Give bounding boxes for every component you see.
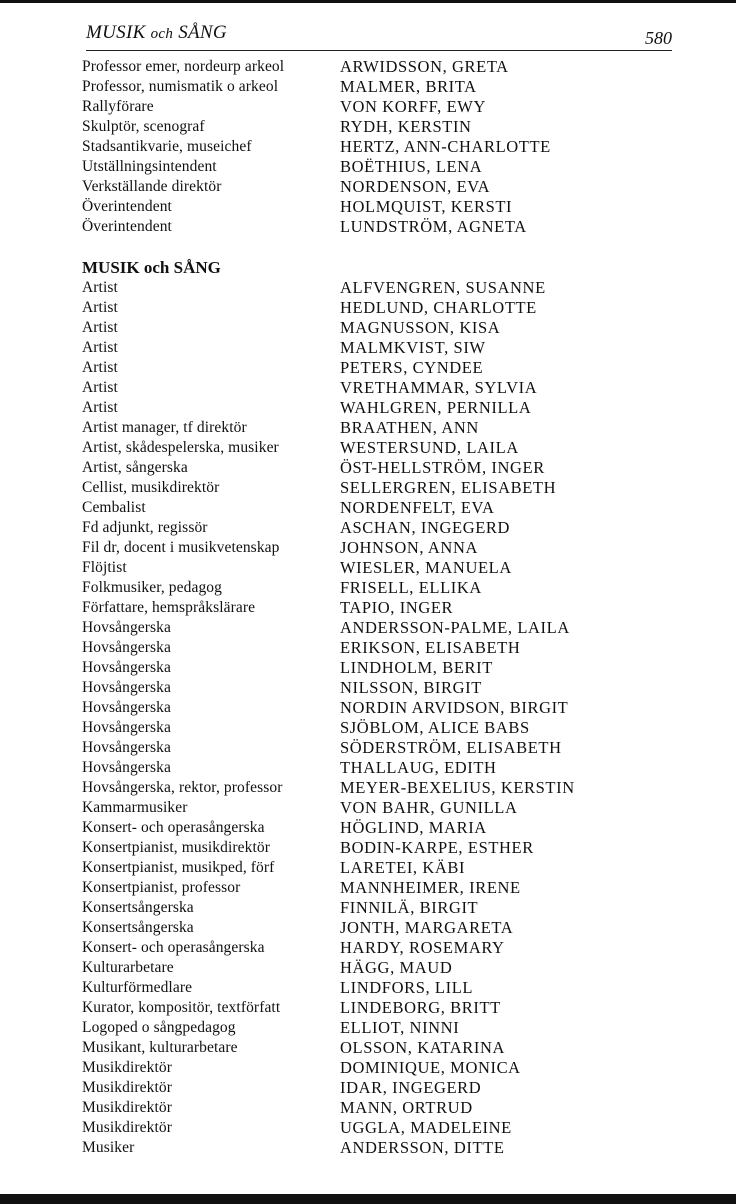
occupation: Hovsångerska [82, 739, 172, 756]
list-item [0, 798, 736, 818]
list-item [0, 197, 736, 217]
occupation: Kulturarbetare [82, 959, 174, 976]
list-item [0, 478, 736, 498]
running-head-part: SÅNG [173, 22, 227, 43]
person-name: LINDEBORG, BRITT [340, 998, 501, 1017]
occupation: Hovsångerska, rektor, professor [82, 779, 283, 796]
top-rule [0, 0, 736, 3]
occupation: Överintendent [82, 218, 172, 235]
list-item [0, 618, 736, 638]
occupation: Rallyförare [82, 98, 154, 115]
page-header [86, 22, 672, 51]
person-name: ARWIDSSON, GRETA [340, 57, 509, 76]
list-item [0, 137, 736, 157]
list-item [0, 538, 736, 558]
person-name: LUNDSTRÖM, AGNETA [340, 217, 527, 236]
person-name: HOLMQUIST, KERSTI [340, 197, 513, 216]
occupation: Konsertpianist, musikped, förf [82, 859, 275, 876]
person-name: VON KORFF, EWY [340, 97, 486, 116]
occupation: Professor, numismatik o arkeol [82, 78, 279, 95]
occupation: Artist [82, 359, 118, 376]
person-name: MALMKVIST, SIW [340, 338, 486, 357]
list-item [0, 938, 736, 958]
occupation: Kurator, kompositör, textförfatt [82, 999, 281, 1016]
person-name: HEDLUND, CHARLOTTE [340, 298, 537, 317]
person-name: SELLERGREN, ELISABETH [340, 478, 557, 497]
person-name: MANNHEIMER, IRENE [340, 878, 521, 897]
occupation: Musikdirektör [82, 1099, 172, 1116]
person-name: HÖGLIND, MARIA [340, 818, 487, 837]
occupation: Musikdirektör [82, 1079, 172, 1096]
person-name: HÄGG, MAUD [340, 958, 453, 977]
section-heading-text: MUSIK och SÅNG [82, 258, 221, 277]
list-item [0, 638, 736, 658]
person-name: WIESLER, MANUELA [340, 558, 512, 577]
list-item [0, 97, 736, 117]
person-name: JOHNSON, ANNA [340, 538, 478, 557]
person-name: ALFVENGREN, SUSANNE [340, 278, 546, 297]
person-name: ELLIOT, NINNI [340, 1018, 460, 1037]
list-item [0, 578, 736, 598]
list-item [0, 498, 736, 518]
occupation: Musikant, kulturarbetare [82, 1039, 238, 1056]
occupation: Artist [82, 399, 118, 416]
list-item [0, 898, 736, 918]
list-item [0, 338, 736, 358]
list-item [0, 458, 736, 478]
occupation: Musikdirektör [82, 1059, 172, 1076]
list-item [0, 698, 736, 718]
person-name: NORDIN ARVIDSON, BIRGIT [340, 698, 569, 717]
occupation: Verkställande direktör [82, 178, 222, 195]
person-name: TAPIO, INGER [340, 598, 454, 617]
list-item [0, 918, 736, 938]
person-name: WAHLGREN, PERNILLA [340, 398, 532, 417]
occupation: Konsertpianist, professor [82, 879, 241, 896]
list-item [0, 1078, 736, 1098]
section-entries [0, 278, 736, 1158]
occupation: Flöjtist [82, 559, 127, 576]
person-name: IDAR, INGEGERD [340, 1078, 482, 1097]
person-name: NILSSON, BIRGIT [340, 678, 482, 697]
list-item [0, 818, 736, 838]
occupation: Utställningsintendent [82, 158, 217, 175]
list-item [0, 1098, 736, 1118]
running-head-part: MUSIK [86, 22, 151, 43]
list-item [0, 177, 736, 197]
running-head-part: och [150, 26, 174, 42]
person-name: MANN, ORTRUD [340, 1098, 473, 1117]
list-item [0, 718, 736, 738]
section-heading [0, 258, 736, 278]
list-item [0, 678, 736, 698]
occupation: Cembalist [82, 499, 146, 516]
person-name: OLSSON, KATARINA [340, 1038, 506, 1057]
list-item [0, 758, 736, 778]
list-item [0, 57, 736, 77]
person-name: FINNILÄ, BIRGIT [340, 898, 479, 917]
occupation: Kammarmusiker [82, 799, 188, 816]
person-name: NORDENSON, EVA [340, 177, 491, 196]
person-name: VRETHAMMAR, SYLVIA [340, 378, 538, 397]
list-item [0, 318, 736, 338]
list-item [0, 1038, 736, 1058]
person-name: PETERS, CYNDEE [340, 358, 484, 377]
occupation: Artist [82, 319, 118, 336]
bottom-edge-bar [0, 1194, 736, 1204]
occupation: Hovsångerska [82, 719, 172, 736]
person-name: RYDH, KERSTIN [340, 117, 472, 136]
person-name: LINDFORS, LILL [340, 978, 474, 997]
occupation: Artist, sångerska [82, 459, 188, 476]
list-item [0, 217, 736, 237]
occupation: Författare, hemspråkslärare [82, 599, 256, 616]
section-gap [0, 237, 736, 258]
list-item [0, 598, 736, 618]
list-item [0, 157, 736, 177]
person-name: MALMER, BRITA [340, 77, 477, 96]
occupation: Hovsångerska [82, 679, 172, 696]
list-item [0, 117, 736, 137]
person-name: ASCHAN, INGEGERD [340, 518, 511, 537]
occupation: Skulptör, scenograf [82, 118, 205, 135]
occupation: Konsertsångerska [82, 899, 194, 916]
page-number: 580 [645, 28, 672, 48]
occupation: Överintendent [82, 198, 172, 215]
person-name: SJÖBLOM, ALICE BABS [340, 718, 530, 737]
person-name: BODIN-KARPE, ESTHER [340, 838, 534, 857]
occupation: Konsert- och operasångerska [82, 939, 265, 956]
person-name: ÖST-HELLSTRÖM, INGER [340, 458, 545, 477]
occupation: Hovsångerska [82, 659, 172, 676]
list-item [0, 878, 736, 898]
list-item [0, 858, 736, 878]
occupation: Musikdirektör [82, 1119, 172, 1136]
list-item [0, 1018, 736, 1038]
occupation: Stadsantikvarie, museichef [82, 138, 252, 155]
person-name: BOËTHIUS, LENA [340, 157, 483, 176]
occupation: Artist, skådespelerska, musiker [82, 439, 279, 456]
list-item [0, 398, 736, 418]
list-item [0, 77, 736, 97]
occupation: Artist [82, 379, 118, 396]
list-item [0, 978, 736, 998]
list-item [0, 418, 736, 438]
occupation: Artist [82, 279, 118, 296]
running-head [86, 22, 227, 44]
occupation: Konsert- och operasångerska [82, 819, 265, 836]
occupation: Cellist, musikdirektör [82, 479, 220, 496]
person-name: UGGLA, MADELEINE [340, 1118, 512, 1137]
list-item [0, 838, 736, 858]
occupation: Hovsångerska [82, 619, 172, 636]
list-item [0, 1138, 736, 1158]
person-name: MAGNUSSON, KISA [340, 318, 501, 337]
person-name: ANDERSSON-PALME, LAILA [340, 618, 570, 637]
person-name: LARETEI, KÄBI [340, 858, 466, 877]
occupation: Artist [82, 299, 118, 316]
person-name: VON BAHR, GUNILLA [340, 798, 518, 817]
person-name: HERTZ, ANN-CHARLOTTE [340, 137, 551, 156]
occupation: Professor emer, nordeurp arkeol [82, 58, 285, 75]
list-item [0, 958, 736, 978]
person-name: FRISELL, ELLIKA [340, 578, 482, 597]
occupation: Konsertsångerska [82, 919, 194, 936]
occupation: Artist manager, tf direktör [82, 419, 247, 436]
occupation: Konsertpianist, musikdirektör [82, 839, 271, 856]
person-name: JONTH, MARGARETA [340, 918, 514, 937]
list-item [0, 998, 736, 1018]
list-item [0, 298, 736, 318]
occupation: Logoped o sångpedagog [82, 1019, 236, 1036]
list-item [0, 558, 736, 578]
person-name: HARDY, ROSEMARY [340, 938, 505, 957]
occupation: Hovsångerska [82, 639, 172, 656]
occupation: Folkmusiker, pedagog [82, 579, 223, 596]
person-name: SÖDERSTRÖM, ELISABETH [340, 738, 562, 757]
directory-list [0, 57, 736, 1158]
occupation: Kulturförmedlare [82, 979, 193, 996]
occupation: Musiker [82, 1139, 135, 1156]
list-item [0, 658, 736, 678]
list-item [0, 778, 736, 798]
list-item [0, 378, 736, 398]
list-item [0, 518, 736, 538]
occupation: Hovsångerska [82, 759, 172, 776]
list-item [0, 438, 736, 458]
list-item [0, 738, 736, 758]
person-name: LINDHOLM, BERIT [340, 658, 493, 677]
list-item [0, 1058, 736, 1078]
person-name: ANDERSSON, DITTE [340, 1138, 505, 1157]
list-item [0, 278, 736, 298]
occupation: Hovsångerska [82, 699, 172, 716]
list-item [0, 358, 736, 378]
person-name: NORDENFELT, EVA [340, 498, 495, 517]
previous-section-entries [0, 57, 736, 237]
person-name: ERIKSON, ELISABETH [340, 638, 521, 657]
list-item [0, 1118, 736, 1138]
occupation: Fil dr, docent i musikvetenskap [82, 539, 280, 556]
occupation: Artist [82, 339, 118, 356]
person-name: THALLAUG, EDITH [340, 758, 497, 777]
person-name: BRAATHEN, ANN [340, 418, 479, 437]
person-name: DOMINIQUE, MONICA [340, 1058, 521, 1077]
person-name: MEYER-BEXELIUS, KERSTIN [340, 778, 575, 797]
person-name: WESTERSUND, LAILA [340, 438, 519, 457]
occupation: Fd adjunkt, regissör [82, 519, 208, 536]
